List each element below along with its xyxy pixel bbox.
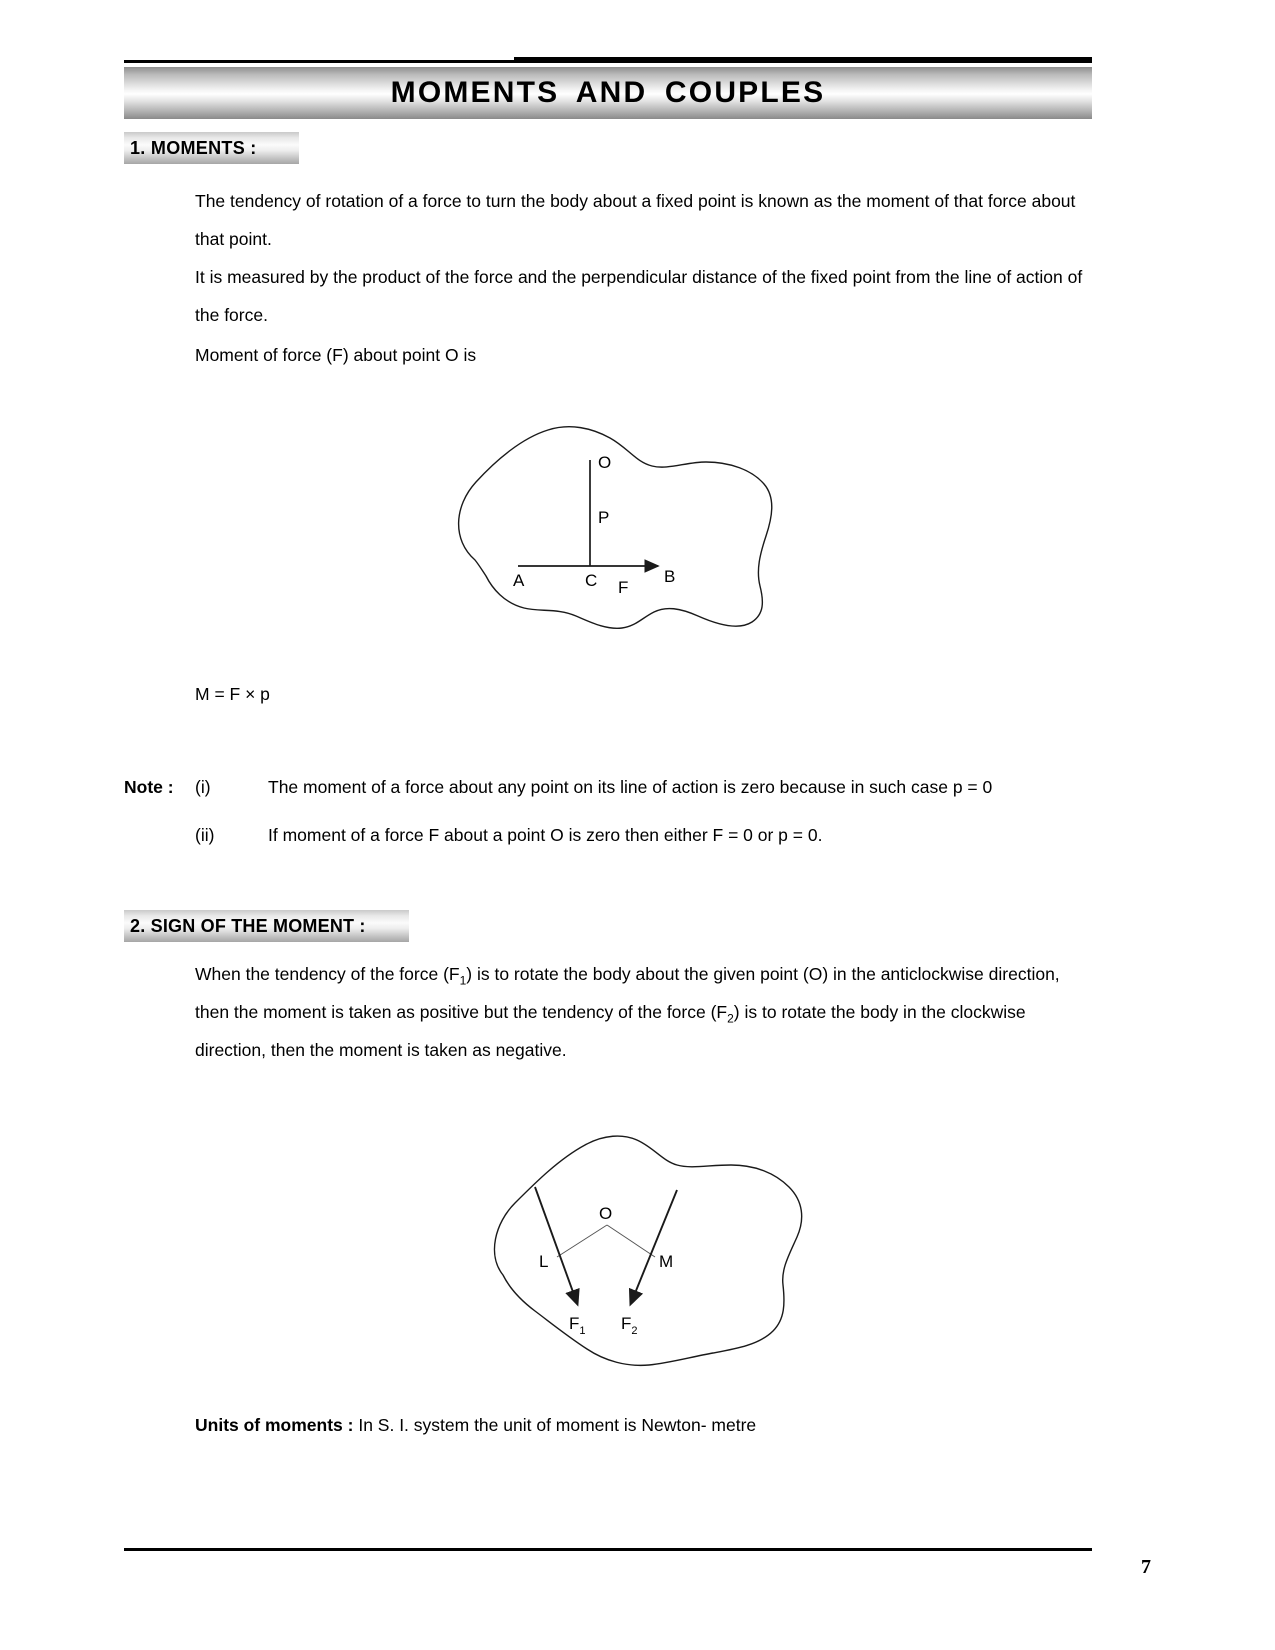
sign-subscript-2: 2	[727, 1011, 734, 1026]
formula-moment: M = F × p	[195, 684, 270, 704]
note-text-i: The moment of a force about any point on its line of action is zero because in such case p = 0	[268, 777, 993, 797]
page-title: MOMENTS AND COUPLES	[390, 76, 826, 109]
fig1-label-A: A	[513, 571, 525, 590]
header-rule-right	[514, 57, 1092, 63]
force-arrow-F1	[535, 1187, 577, 1303]
perpendicular-line-OL	[557, 1225, 607, 1257]
section-header-moments-label: 1. MOMENTS :	[130, 137, 257, 158]
fig2-label-F1: $F_1$	[569, 1314, 586, 1337]
footer-rule	[124, 1548, 1092, 1551]
fig1-label-O: O	[598, 453, 612, 472]
fig1-label-P: P	[598, 508, 610, 527]
note-row-ii	[124, 823, 1092, 871]
force-arrow-F2	[631, 1190, 677, 1303]
paragraph-sign-of-moment	[195, 955, 1092, 1069]
paragraph-moment-measure: It is measured by the product of the force and the perpendicular distance of the fixed point from the line of action of the force.	[195, 267, 1083, 325]
note-row-i	[124, 775, 1092, 823]
sign-text-part-a: When the tendency of the force (F	[195, 964, 460, 984]
fig2-label-O: O	[599, 1204, 613, 1223]
note-number-i: (i)	[195, 777, 211, 797]
page-number: 7	[1141, 1556, 1151, 1578]
paragraph-moment-of-force: Moment of force (F) about point O is	[195, 345, 477, 365]
note-number-ii: (ii)	[195, 825, 215, 845]
fig2-label-F2: $F_2$	[621, 1314, 638, 1337]
section-header-moments	[124, 132, 299, 164]
fig2-label-L: L	[539, 1252, 549, 1271]
units-of-moments-line	[195, 1413, 1092, 1437]
fig2-label-M: M	[659, 1252, 674, 1271]
note-block	[124, 775, 1092, 871]
sign-text-part-b: ) is to rotate the body about the given point (O) in the anticlockwise direction, then the moment is taken as positive but the tendency of the force (F	[195, 964, 1060, 1022]
figure-sign-of-moment-diagram	[455, 1095, 835, 1385]
paragraph-moment-definition: The tendency of rotation of a force to turn the body about a fixed point is known as the moment of that force about that point.	[195, 191, 1076, 249]
document-title-banner	[124, 67, 1092, 119]
body-outline-shape	[459, 427, 772, 629]
sign-subscript-1: 1	[459, 973, 467, 988]
sign-text-part-c: ) is to rotate the body in the clockwise direction, then the moment is taken as negative.	[195, 1002, 1026, 1060]
fig1-label-B: B	[664, 567, 676, 586]
units-label: Units of moments :	[195, 1415, 354, 1435]
fig1-label-C: C	[585, 571, 598, 590]
figure-moment-of-force-diagram	[430, 400, 810, 660]
section-header-sign-of-the-moment	[124, 910, 409, 942]
fig1-label-F: F	[618, 578, 629, 597]
note-label: Note :	[124, 777, 174, 797]
section-header-sign-label: 2. SIGN OF THE MOMENT :	[130, 915, 366, 936]
perpendicular-line-OM	[607, 1225, 655, 1257]
body-outline-shape	[494, 1136, 801, 1365]
header-rule-left	[124, 60, 514, 63]
units-value: In S. I. system the unit of moment is Newton- metre	[353, 1415, 757, 1435]
note-text-ii: If moment of a force F about a point O is zero then either F = 0 or p = 0.	[268, 825, 823, 845]
